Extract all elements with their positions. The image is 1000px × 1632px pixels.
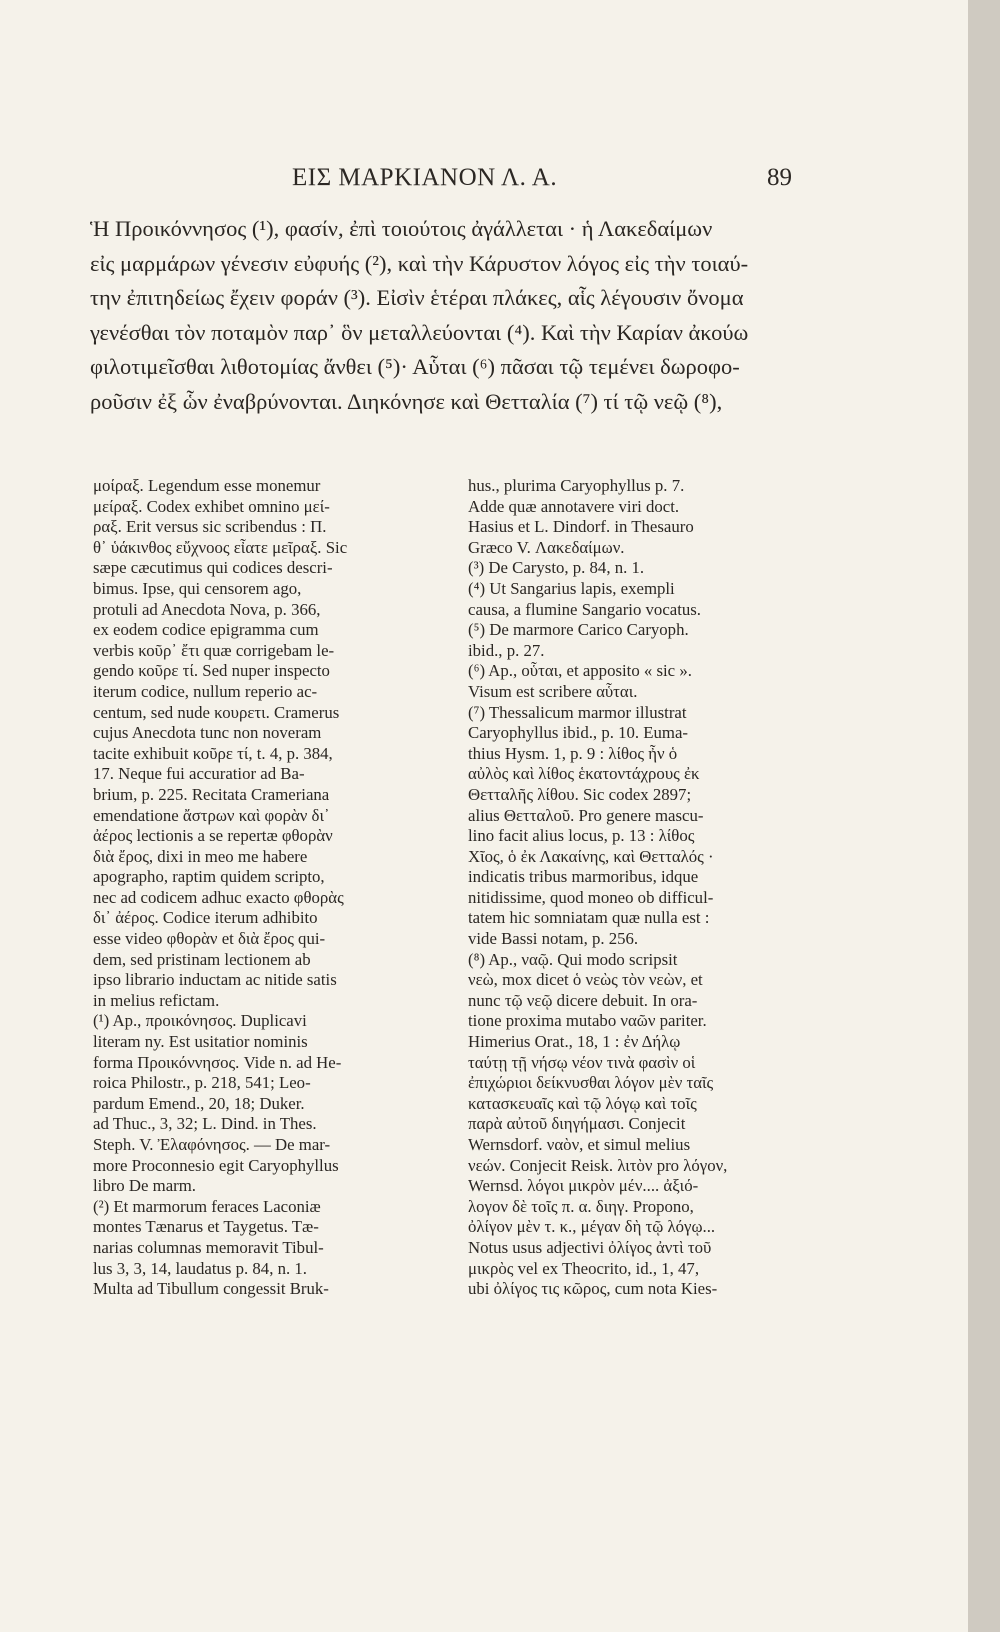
footnote-line: nitidissime, quod moneo ob difficul- [468, 887, 714, 907]
text-line: φιλοτιμεῖσθαι λιθοτομίας ἄνθει (⁵)· Αὗται (⁶) πᾶσαι τῷ τεμένει δωροφο- [90, 354, 740, 379]
page-header [92, 164, 792, 198]
footnote-line: Himerius Orat., 18, 1 : ἐν Δήλῳ [468, 1032, 681, 1052]
footnote-line: iterum codice, nullum reperio ac- [93, 681, 318, 701]
footnote-line: ἀέρος lectionis a se repertæ φθορὰν [93, 826, 333, 846]
footnote-line: forma Προικόννησος. Vide n. ad He- [93, 1052, 342, 1072]
footnote-line: pardum Emend., 20, 18; Duker. [93, 1093, 305, 1113]
footnote-line: thius Hysm. 1, p. 9 : λίθος ἦν ὁ [468, 743, 678, 763]
footnote-line: ταύτῃ τῇ νήσῳ νέον τινὰ φασὶν οἱ [468, 1052, 696, 1072]
footnote-line: 17. Neque fui accuratior ad Ba- [93, 764, 305, 784]
footnote-line: (⁷) Thessalicum marmor illustrat [468, 702, 687, 722]
footnote-line: θ᾿ ὑάκινθος εὔχνοος εἶατε μεῖραξ. Sic [93, 537, 348, 557]
footnote-line: alius Θετταλοῦ. Pro genere mascu- [468, 805, 704, 825]
footnote-line: (³) De Carysto, p. 84, n. 1. [468, 558, 645, 578]
footnote-line: ipso librario inductam ac nitide satis [93, 970, 337, 990]
footnote-line: nec ad codicem adhuc exacto φθορὰς [93, 887, 344, 907]
footnote-line: διὰ ἔρος, dixi in meo me habere [93, 846, 308, 866]
footnote-line: verbis κοῦρ᾿ ἔτι quæ corrigebam le- [93, 640, 335, 660]
footnote-line: cujus Anecdota tunc non noveram [93, 723, 322, 743]
footnote-line: Visum est scribere αὗται. [468, 681, 638, 701]
footnote-line: Steph. V. Ἐλαφόνησος. — De mar- [93, 1135, 331, 1154]
page-number: 89 [767, 164, 792, 191]
running-title: ΕΙΣ ΜΑΡΚΙΑΝΟΝ Λ. Α. [292, 164, 558, 191]
footnote-line: brium, p. 225. Recitata Crameriana [93, 784, 330, 804]
footnote-line: νεὼ, mox dicet ὁ νεὼς τὸν νεὼν, et [468, 970, 703, 990]
footnote-line: μοίραξ. Legendum esse monemur [93, 476, 321, 495]
footnote-line: Adde quæ annotavere viri doct. [468, 496, 680, 516]
footnote-line: more Proconnesio egit Caryophyllus [93, 1155, 339, 1175]
footnote-line: tione proxima mutabo ναῶν pariter. [468, 1011, 707, 1031]
footnote-line: emendatione ἄστρων καὶ φορὰν δι᾿ [93, 805, 330, 825]
footnote-line: esse video φθορὰν et διὰ ἔρος qui- [93, 929, 326, 949]
footnote-line: νεών. Conjecit Reisk. λιτὸν pro λόγον, [468, 1155, 728, 1175]
footnotes-right-column [468, 476, 786, 1300]
footnote-line: Caryophyllus ibid., p. 10. Euma- [468, 723, 688, 743]
footnote-line: literam ny. Est usitatior nominis [93, 1032, 308, 1052]
footnote-line: Θετταλῆς λίθου. Sic codex 2897; [468, 784, 692, 804]
footnote-line: indicatis tribus marmoribus, idque [468, 867, 699, 887]
footnote-line: Χῖος, ὁ ἐκ Λακαίνης, καὶ Θετταλός · [468, 846, 714, 866]
footnote-line: δι᾿ ἀέρος. Codice iterum adhibito [93, 908, 318, 928]
footnote-line: bimus. Ipse, qui censorem ago, [93, 578, 302, 598]
footnote-line: Notus usus adjectivi ὀλίγος ἀντὶ τοῦ [468, 1237, 712, 1257]
footnote-line: ὀλίγον μὲν τ. κ., μέγαν δὴ τῷ λόγῳ... [468, 1217, 716, 1237]
footnote-line: (⁵) De marmore Carico Caryoph. [468, 620, 689, 640]
footnote-line: (⁴) Ut Sangarius lapis, exempli [468, 578, 675, 598]
footnote-line: causa, a flumine Sangario vocatus. [468, 599, 701, 619]
footnote-line: ad Thuc., 3, 32; L. Dind. in Thes. [93, 1114, 317, 1134]
footnote-line: παρὰ αὐτοῦ διηγήμασι. Conjecit [468, 1114, 686, 1134]
footnote-line: vide Bassi notam, p. 256. [468, 929, 639, 949]
footnote-line: ραξ. Erit versus sic scribendus : Π. [93, 517, 327, 537]
footnote-line: κατασκευαῖς καὶ τῷ λόγῳ καὶ τοῖς [468, 1093, 697, 1113]
footnote-line: centum, sed nude κουρετι. Cramerus [93, 702, 340, 722]
text-line: την ἐπιτηδείως ἔχειν φοράν (³). Εἰσὶν ἑτέραι πλάκες, αἷς λέγουσιν ὄνομα [90, 285, 744, 310]
text-line: εἰς μαρμάρων γένεσιν εὐφυής (²), καὶ τὴν Κάρυστον λόγος εἰς τὴν τοιαύ- [90, 250, 749, 276]
footnote-line: Hasius et L. Dindorf. in Thesauro [468, 517, 694, 537]
text-line: ροῦσιν ἐξ ὧν ἐναβρύνονται. Διηκόνησε καὶ Θετταλία (⁷) τί τῷ νεῷ (⁸), [90, 388, 723, 414]
footnote-line: apographo, raptim quidem scripto, [93, 867, 325, 887]
footnote-line: tacite exhibuit κοῦρε τί, t. 4, p. 384, [93, 743, 333, 763]
footnote-line: sæpe cæcutimus qui codices descri- [93, 558, 333, 578]
footnote-line: ex eodem codice epigramma cum [93, 620, 319, 640]
footnote-line: ἐπιχώριοι δείκνυσθαι λόγον μὲν ταῖς [468, 1073, 714, 1093]
footnote-line: μείραξ. Codex exhibet omnino μεί- [93, 496, 330, 516]
footnote-line: lino facit alius locus, p. 13 : λίθος [468, 826, 695, 846]
footnote-line: Multa ad Tibullum congessit Bruk- [93, 1279, 329, 1299]
footnote-line: λογον δὲ τοῖς π. α. διηγ. Propono, [468, 1196, 694, 1216]
footnote-line: gendo κοῦρε τί. Sed nuper inspecto [93, 661, 330, 681]
footnote-line: libro De marm. [93, 1176, 196, 1196]
footnote-line: nunc τῷ νεῷ dicere debuit. In ora- [468, 990, 698, 1010]
footnote-line: dem, sed pristinam lectionem ab [93, 949, 311, 969]
main-greek-text [90, 212, 790, 419]
page-edge [968, 0, 1000, 1632]
text-line: Ἡ Προικόννησος (¹), φασίν, ἐπὶ τοιούτοις ἀγάλλεται · ἡ Λακεδαίμων [90, 216, 713, 241]
footnote-line: roica Philostr., p. 218, 541; Leo- [93, 1073, 311, 1093]
footnote-line: Græco V. Λακεδαίμων. [468, 537, 625, 557]
footnote-line: μικρὸς vel ex Theocrito, id., 1, 47, [468, 1258, 700, 1278]
footnote-line: (²) Et marmorum feraces Laconiæ [93, 1196, 321, 1216]
footnote-line: αὐλὸς καὶ λίθος ἑκατοντάχρους ἐκ [468, 764, 700, 784]
footnote-line: (¹) Ap., προικόνησος. Duplicavi [93, 1011, 307, 1031]
footnote-line: (⁶) Ap., οὗται, et apposito « sic ». [468, 661, 692, 681]
footnote-line: hus., plurima Caryophyllus p. 7. [468, 476, 685, 495]
footnote-line: Wernsdorf. ναὸν, et simul melius [468, 1135, 691, 1154]
footnote-line: (⁸) Ap., ναῷ. Qui modo scripsit [468, 949, 678, 969]
footnote-line: montes Tænarus et Taygetus. Tæ- [93, 1217, 319, 1237]
footnotes-left-column [93, 476, 411, 1300]
footnote-line: tatem hic somniatam quæ nulla est : [468, 908, 710, 928]
footnote-line: ibid., p. 27. [468, 640, 545, 660]
text-line: γενέσθαι τὸν ποταμὸν παρ᾿ ὃν μεταλλεύονται (⁴). Καὶ τὴν Καρίαν ἀκούω [90, 319, 749, 345]
footnote-line: protuli ad Anecdota Nova, p. 366, [93, 599, 321, 619]
footnote-line: ubi ὀλίγος τις κῶρος, cum nota Kies- [468, 1279, 718, 1299]
footnote-line: Wernsd. λόγοι μικρὸν μέν.... ἀξιό- [468, 1176, 699, 1196]
footnote-line: lus 3, 3, 14, laudatus p. 84, n. 1. [93, 1258, 307, 1278]
footnote-line: narias columnas memoravit Tibul- [93, 1237, 324, 1257]
footnote-line: in melius refictam. [93, 990, 220, 1010]
